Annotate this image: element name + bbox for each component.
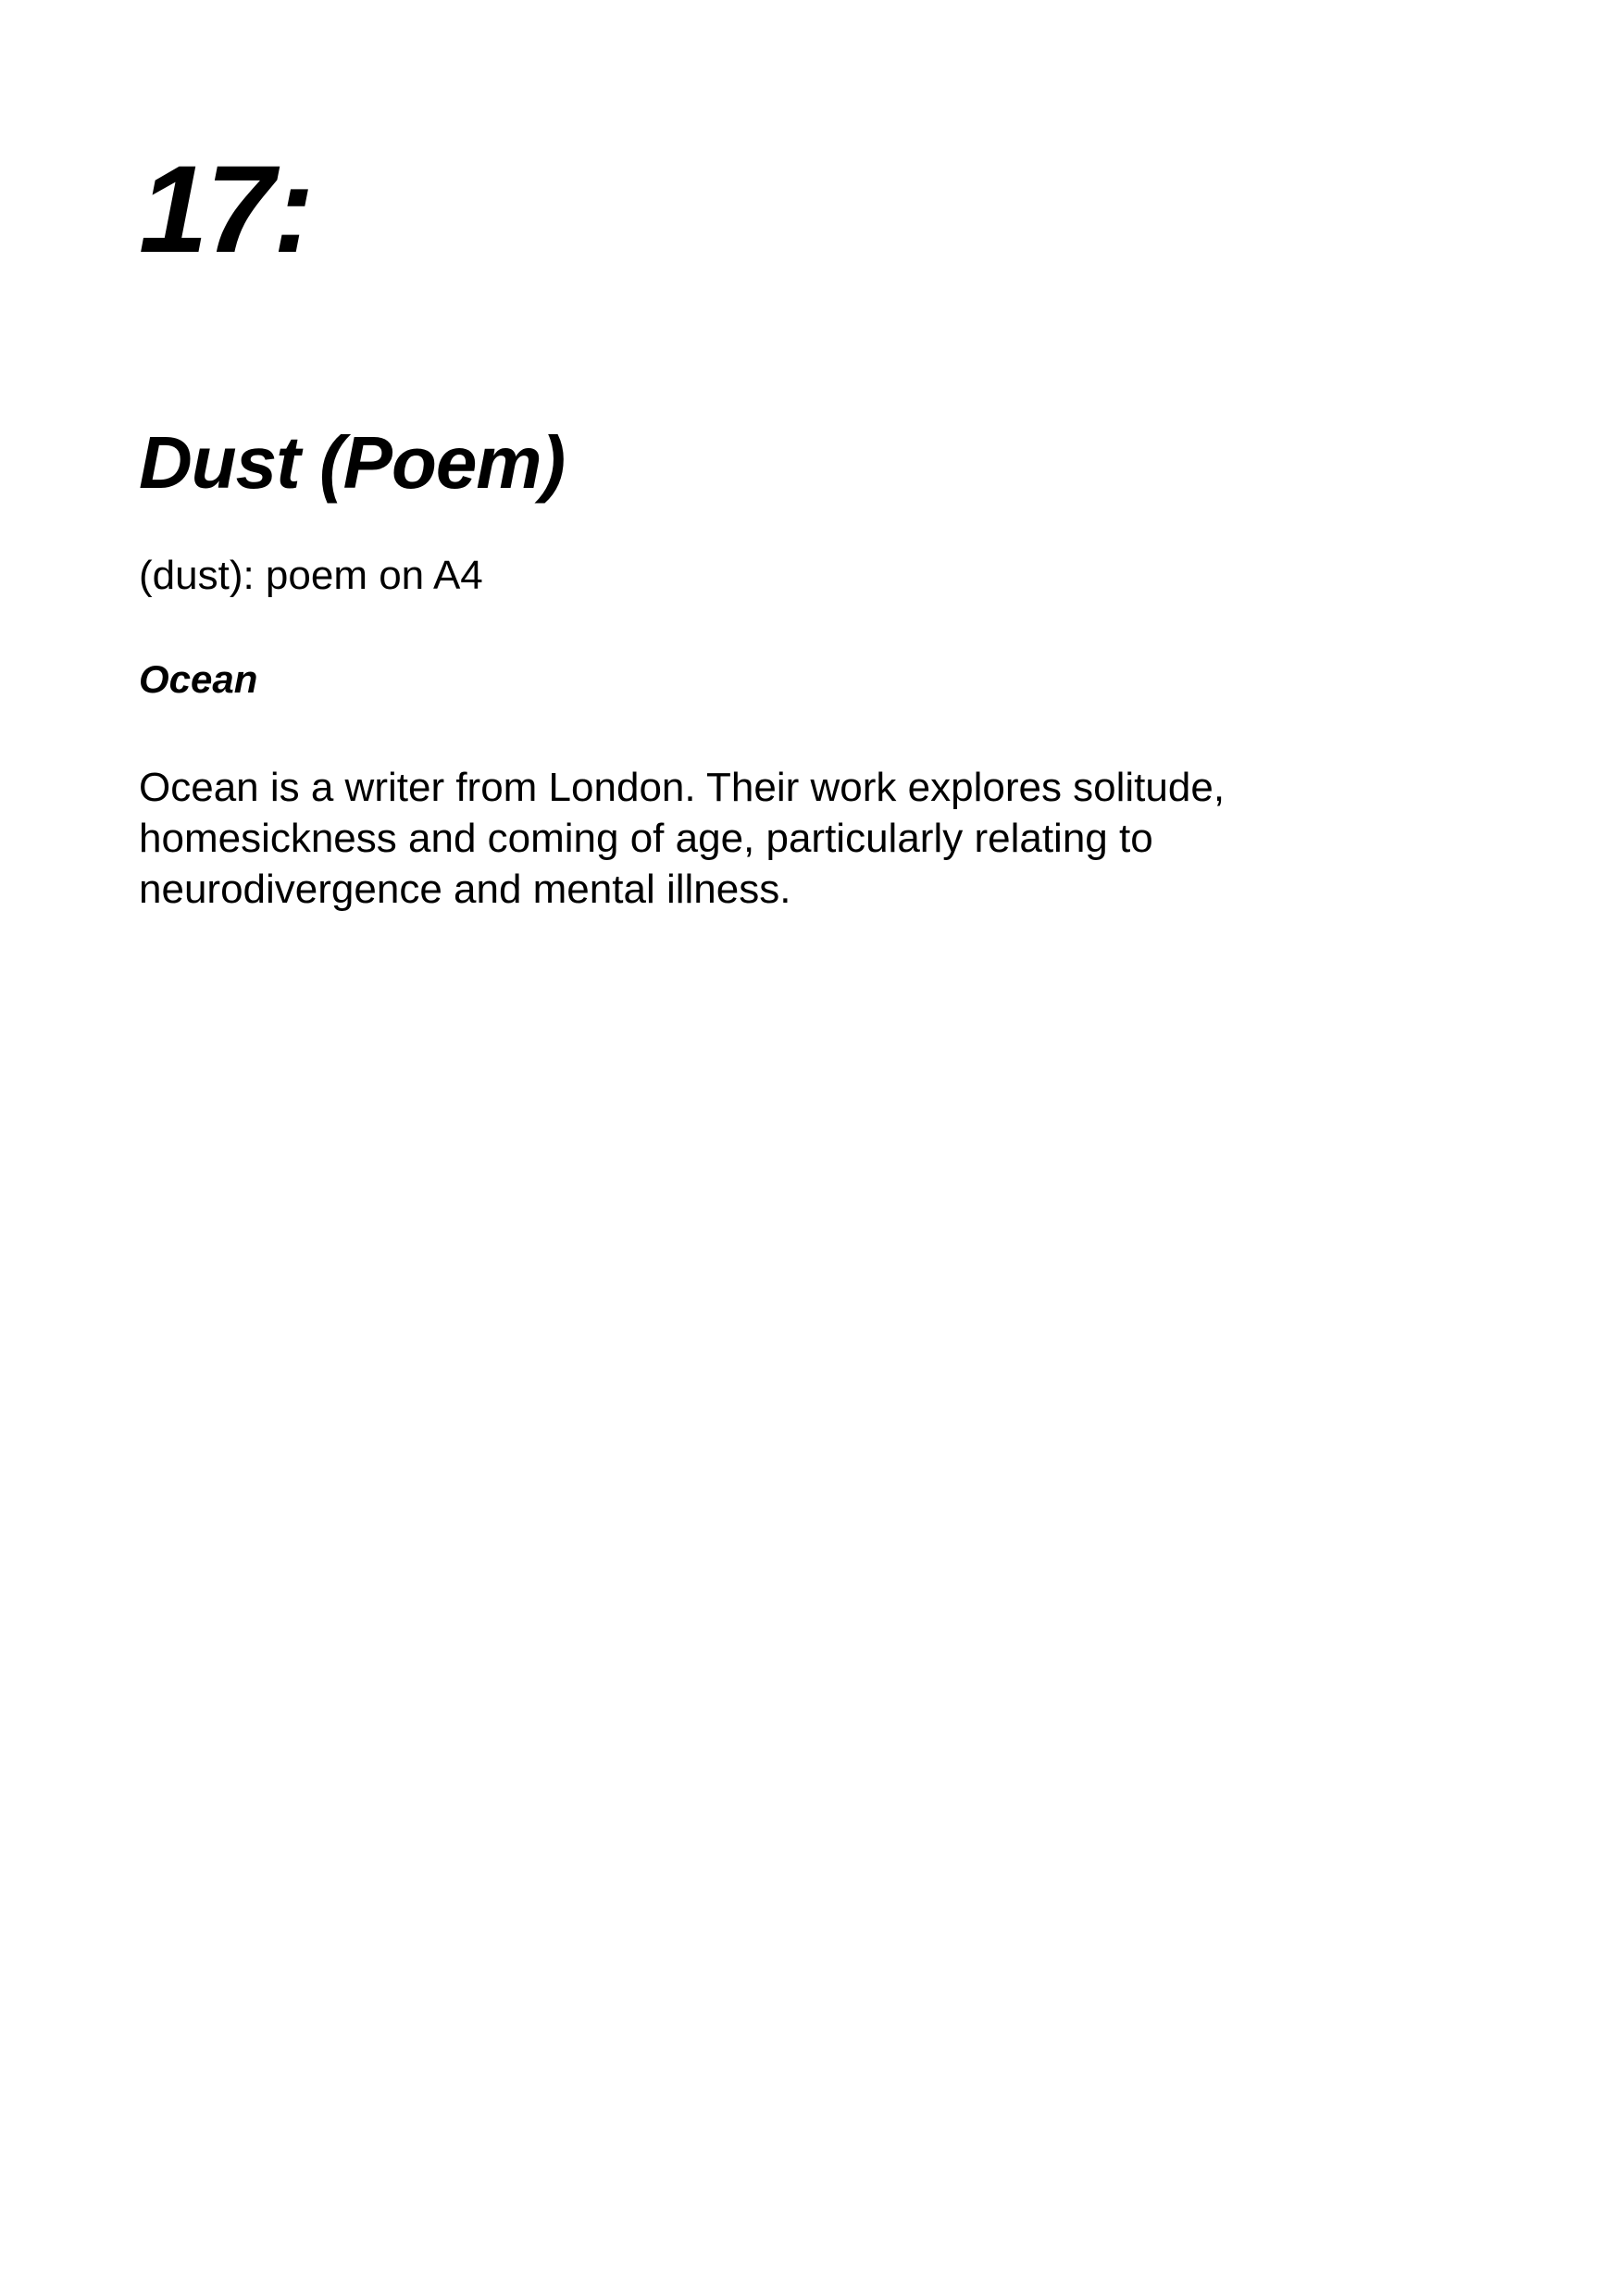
bio-line: neurodivergence and mental illness. xyxy=(139,867,791,912)
entry-author: Ocean xyxy=(139,657,258,701)
entry-medium: (dust): poem on A4 xyxy=(139,553,483,598)
entry-bio xyxy=(139,762,1342,915)
entry-number: 17: xyxy=(139,141,313,279)
bio-line: Ocean is a writer from London. Their work explores solitude, xyxy=(139,765,1226,810)
entry-title: Dust (Poem) xyxy=(139,421,566,504)
bio-line: homesickness and coming of age, particularly relating to xyxy=(139,816,1153,861)
